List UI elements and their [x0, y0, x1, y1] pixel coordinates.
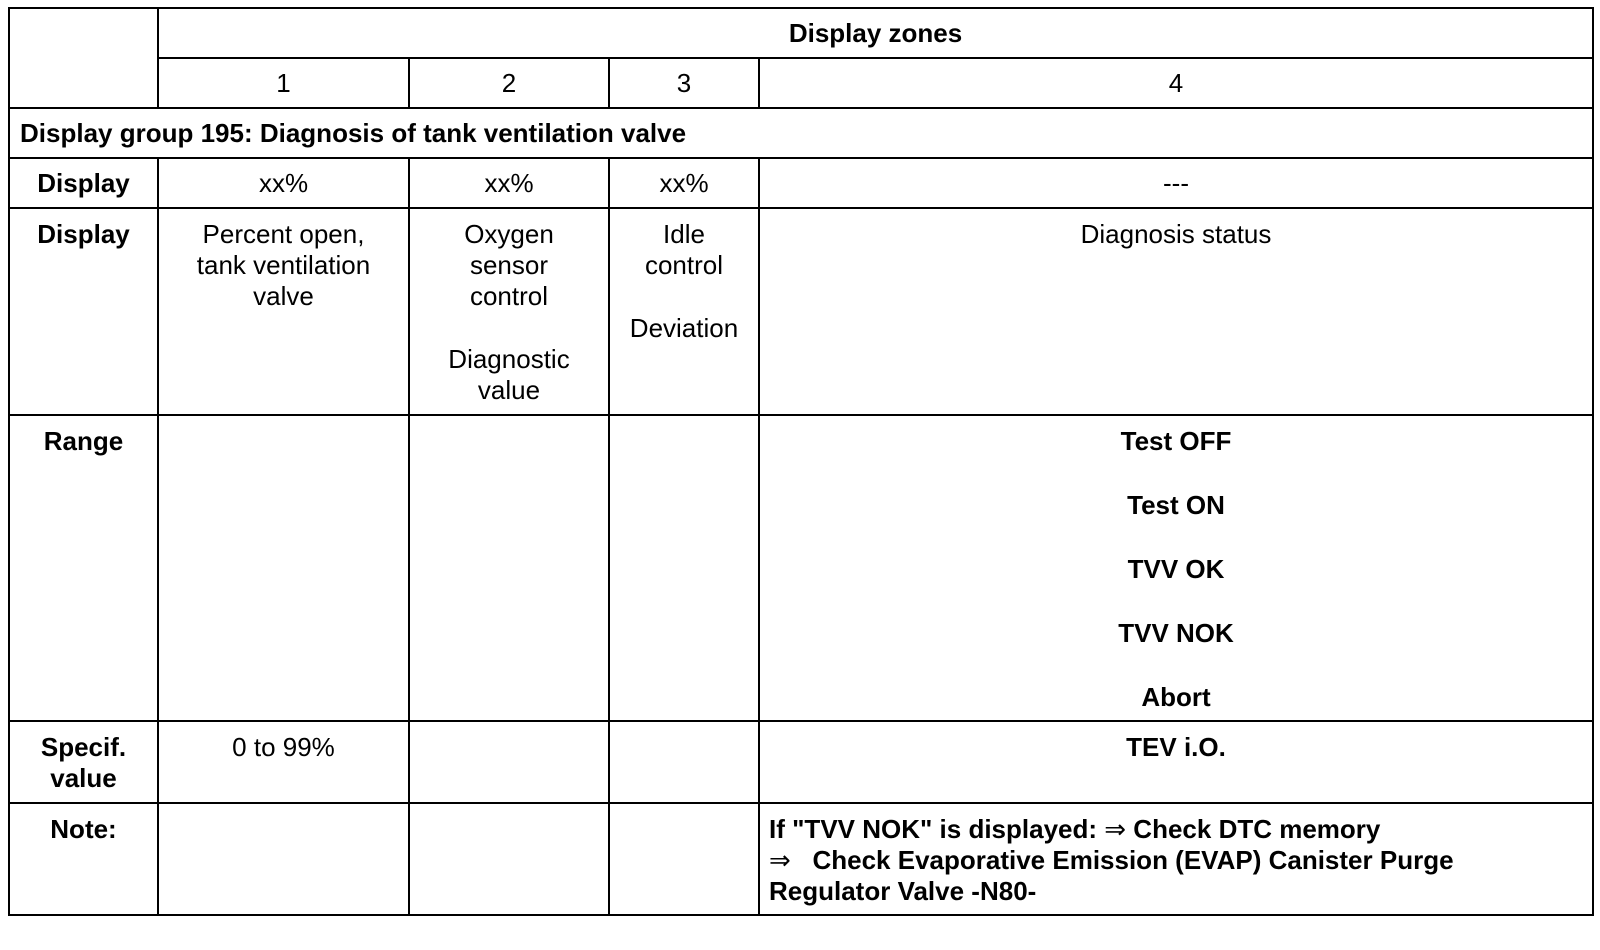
- group-title-row: [9, 108, 1593, 158]
- display-value-zone-1: xx%: [158, 158, 409, 208]
- display-value-zone-4: ---: [759, 158, 1593, 208]
- zone2-desc-line-2: sensor: [469, 250, 549, 280]
- specif-zone-3: [609, 721, 759, 803]
- display-value-zone-3: xx%: [609, 158, 759, 208]
- zone-number-4: 4: [759, 58, 1593, 108]
- display-zones-title: Display zones: [158, 8, 1593, 58]
- group-title: Display group 195: Diagnosis of tank ventilation valve: [9, 108, 1593, 158]
- right-arrow-icon: ⇒: [1104, 814, 1127, 844]
- specif-label-line-2: value: [50, 763, 117, 793]
- note-zone-1: [158, 803, 409, 915]
- range-zone-3: [609, 415, 759, 721]
- note-line-3: Regulator Valve -N80-: [769, 876, 1037, 906]
- row-label-display-values: Display: [9, 158, 158, 208]
- range-item-tvv-ok: TVV OK: [1127, 554, 1225, 584]
- zone3-desc-line-1: Idle: [663, 219, 705, 249]
- range-item-test-on: Test ON: [1127, 490, 1225, 520]
- header-row-numbers: [9, 58, 1593, 108]
- zone2-desc-gap: [410, 312, 608, 344]
- row-label-range: Range: [9, 415, 158, 721]
- zone-number-3: 3: [609, 58, 759, 108]
- row-label-note: Note:: [9, 803, 158, 915]
- zone2-desc-line-1: Oxygen: [464, 219, 554, 249]
- header-empty-cell: [9, 8, 158, 108]
- zone2-desc-line-3: control: [469, 281, 549, 311]
- note-line-1: [769, 814, 1592, 845]
- zone3-desc-line-3: Deviation: [629, 313, 739, 343]
- zone1-desc-line-1: Percent open,: [202, 219, 365, 249]
- range-zone-4: [759, 415, 1593, 721]
- row-label-specif-value: [9, 721, 158, 803]
- display-desc-zone-2: [409, 208, 609, 415]
- zone1-desc-line-2: tank ventilation: [196, 250, 371, 280]
- range-item-tvv-nok: TVV NOK: [1118, 618, 1234, 648]
- right-arrow-icon-2: ⇒: [769, 845, 791, 875]
- display-value-zone-2: xx%: [409, 158, 609, 208]
- specif-value-row: [9, 721, 1593, 803]
- specif-zone-1: 0 to 99%: [158, 721, 409, 803]
- range-item-abort: Abort: [1141, 682, 1211, 712]
- note-zone-3: [609, 803, 759, 915]
- range-zone-1: [158, 415, 409, 721]
- range-row: [9, 415, 1593, 721]
- display-desc-zone-4: Diagnosis status: [759, 208, 1593, 415]
- zone2-desc-line-5: value: [477, 375, 541, 405]
- note-zone-4: [759, 803, 1593, 915]
- note-zone-2: [409, 803, 609, 915]
- note-condition-text: If "TVV NOK" is displayed:: [769, 814, 1105, 844]
- zone3-desc-line-2: control: [644, 250, 724, 280]
- specif-zone-4: TEV i.O.: [759, 721, 1593, 803]
- note-check-evap-text: Check Evaporative Emission (EVAP) Canister Purge: [790, 845, 1454, 875]
- row-label-display-description: Display: [9, 208, 158, 415]
- note-line-2: [769, 845, 1592, 876]
- display-desc-zone-1: [158, 208, 409, 415]
- note-row: [9, 803, 1593, 915]
- zone3-desc-gap: [610, 281, 758, 313]
- display-desc-zone-3: [609, 208, 759, 415]
- display-values-row: [9, 158, 1593, 208]
- zone2-desc-line-4: Diagnostic: [448, 344, 570, 374]
- specif-label-line-1: Specif.: [40, 732, 127, 762]
- header-row-zones: [9, 8, 1593, 58]
- zone-number-2: 2: [409, 58, 609, 108]
- zone-number-1: 1: [158, 58, 409, 108]
- range-item-test-off: Test OFF: [1120, 426, 1232, 456]
- zone1-desc-line-3: valve: [253, 281, 314, 311]
- note-check-dtc-text: Check DTC memory: [1126, 814, 1381, 844]
- diagnosis-table: [8, 7, 1594, 916]
- range-zone-2: [409, 415, 609, 721]
- specif-zone-2: [409, 721, 609, 803]
- display-description-row: [9, 208, 1593, 415]
